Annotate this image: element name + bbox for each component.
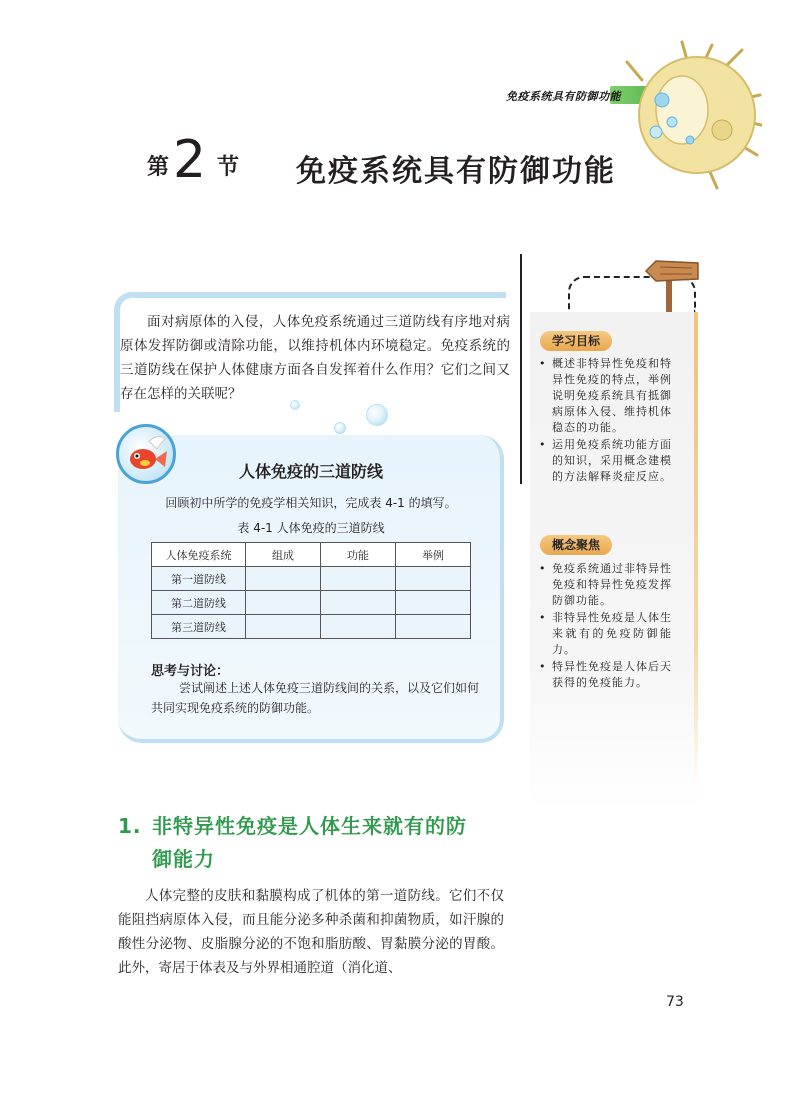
learning-goals-list xyxy=(538,356,672,486)
sidebar-edge xyxy=(694,312,698,792)
table-cell-blank[interactable] xyxy=(246,567,321,591)
body-paragraph: 人体完整的皮肤和黏膜构成了机体的第一道防线。它们不仅能阻挡病原体入侵，而且能分泌多种杀菌和抑菌物质，如汗腺的酸性分泌物、皮脂腺分泌的不饱和脂肪酸、胃黏膜分泌的胃酸。此外，寄居于体表及与外界相通腔道（消化道、 xyxy=(118,888,504,976)
table-header-cell: 举例 xyxy=(396,543,471,567)
bubble-decoration xyxy=(290,400,300,410)
running-head: 免疫系统具有防御功能 xyxy=(506,90,621,103)
table-cell-blank[interactable] xyxy=(246,591,321,615)
table-cell-row-label: 第一道防线 xyxy=(152,567,246,591)
table-caption: 表 4-1 人体免疫的三道防线 xyxy=(237,521,385,535)
list-item: • 特异性免疫是人体后天获得的免疫能力。 xyxy=(538,659,672,691)
table-header-row xyxy=(152,543,471,567)
table-cell-blank[interactable] xyxy=(396,591,471,615)
activity-instruction: 回顾初中所学的免疫学相关知识，完成表 4-1 的填写。 xyxy=(165,496,457,510)
table-row xyxy=(152,615,471,639)
list-item: • 概述非特异性免疫和特异性免疫的特点，举例说明免疫系统具有抵御病原体入侵、维持机体稳态的功能。 xyxy=(538,356,672,436)
list-item: • 免疫系统通过非特异性免疫和特异性免疫发挥防御功能。 xyxy=(538,561,672,609)
table-cell-blank[interactable] xyxy=(321,615,396,639)
list-item: • 运用免疫系统功能方面的知识，采用概念建模的方法解释炎症反应。 xyxy=(538,437,672,485)
page-number: 73 xyxy=(666,994,684,1010)
table-header-cell: 功能 xyxy=(321,543,396,567)
section-jie: 节 xyxy=(217,155,240,180)
intro-paragraph: 面对病原体的入侵，人体免疫系统通过三道防线有序地对病原体发挥防御或清除功能，以维持机体内环境稳定。免疫系统的三道防线在保护人体健康方面各自发挥着什么作用？它们之间又存在怎样的关联呢？ xyxy=(120,314,510,402)
table-row xyxy=(152,567,471,591)
bubble-decoration xyxy=(334,422,346,434)
list-item: • 非特异性免疫是人体生来就有的免疫防御能力。 xyxy=(538,610,672,658)
table-cell-blank[interactable] xyxy=(396,615,471,639)
table-header-cell: 人体免疫系统 xyxy=(152,543,246,567)
discussion-title: 思考与讨论： xyxy=(151,664,230,679)
table-cell-blank[interactable] xyxy=(396,567,471,591)
subsection-number: 1. xyxy=(118,814,142,838)
table-cell-blank[interactable] xyxy=(246,615,321,639)
signpost-icon xyxy=(640,255,702,315)
activity-title: 人体免疫的三道防线 xyxy=(238,462,383,481)
learning-goals-label: 学习目标 xyxy=(540,331,612,351)
bubble-decoration xyxy=(366,404,388,426)
concept-focus-label: 概念聚焦 xyxy=(540,535,612,555)
section-title: 免疫系统具有防御功能 xyxy=(296,154,616,189)
discussion-text: 尝试阐述上述人体免疫三道防线间的关系，以及它们如何共同实现免疫系统的防御功能。 xyxy=(151,681,480,715)
subsection-title-line2: 御能力 xyxy=(152,847,215,871)
table-cell-blank[interactable] xyxy=(321,567,396,591)
subsection-title-line1: 非特异性免疫是人体生来就有的防 xyxy=(152,814,467,838)
immune-cell-illustration xyxy=(612,40,762,190)
section-di: 第 xyxy=(147,155,170,180)
section-number: 2 xyxy=(173,130,207,190)
defense-lines-table xyxy=(151,542,471,639)
table-header-cell: 组成 xyxy=(246,543,321,567)
table-cell-row-label: 第三道防线 xyxy=(152,615,246,639)
table-cell-blank[interactable] xyxy=(321,591,396,615)
subsection-heading xyxy=(118,810,518,876)
concept-focus-list xyxy=(538,561,672,692)
vertical-divider xyxy=(520,254,522,484)
table-row xyxy=(152,591,471,615)
table-cell-row-label: 第二道防线 xyxy=(152,591,246,615)
